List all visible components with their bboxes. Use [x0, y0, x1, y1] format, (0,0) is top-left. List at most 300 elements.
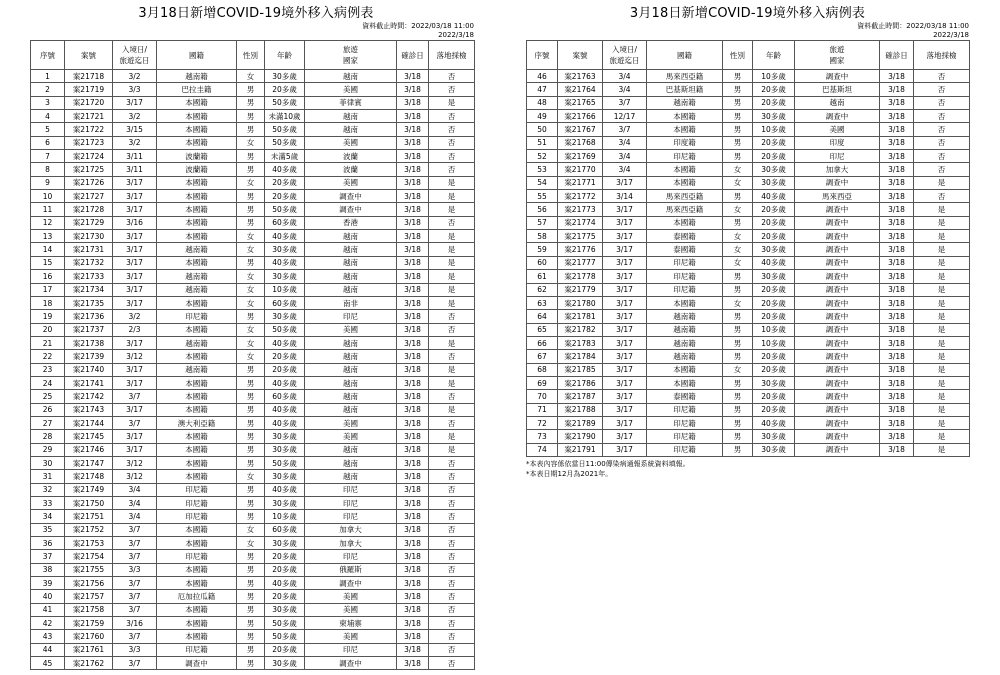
- sex-cell: 男: [723, 136, 753, 149]
- travel-country-cell: 越南: [305, 270, 397, 283]
- case-id-cell: 案21736: [65, 310, 113, 323]
- entry-date-cell: 3/17: [113, 270, 157, 283]
- landing-test-cell: 是: [429, 243, 475, 256]
- table-row: [31, 110, 475, 123]
- landing-test-cell: 是: [429, 256, 475, 269]
- confirm-date-cell: 3/18: [397, 363, 429, 376]
- entry-date-cell: 3/11: [113, 150, 157, 163]
- confirm-date-cell: 3/18: [397, 270, 429, 283]
- landing-test-cell: 是: [429, 270, 475, 283]
- seq-cell: 55: [527, 190, 558, 203]
- travel-country-cell: 柬埔寨: [305, 617, 397, 630]
- nationality-cell: 印尼籍: [647, 443, 723, 456]
- case-id-cell: 案21739: [65, 350, 113, 363]
- travel-country-cell: 美國: [795, 123, 880, 136]
- age-cell: 20多歲: [753, 283, 795, 296]
- table-row: [527, 310, 970, 323]
- seq-cell: 37: [31, 550, 65, 563]
- nationality-cell: 印尼籍: [157, 550, 237, 563]
- confirm-date-cell: 3/18: [880, 296, 914, 309]
- seq-cell: 8: [31, 163, 65, 176]
- age-cell: 50多歲: [265, 96, 305, 109]
- seq-cell: 53: [527, 163, 558, 176]
- case-id-cell: 案21719: [65, 83, 113, 96]
- travel-country-cell: 美國: [305, 603, 397, 616]
- travel-country-cell: 越南: [305, 256, 397, 269]
- sex-cell: 男: [723, 336, 753, 349]
- entry-date-cell: 3/7: [113, 390, 157, 403]
- case-id-cell: 案21768: [558, 136, 603, 149]
- table-row: [527, 136, 970, 149]
- travel-country-cell: 美國: [305, 83, 397, 96]
- table-header-row: [527, 41, 970, 70]
- case-id-cell: 案21729: [65, 216, 113, 229]
- table-row: [31, 523, 475, 536]
- sex-cell: 男: [237, 390, 265, 403]
- entry-date-cell: 3/7: [603, 123, 647, 136]
- nationality-cell: 本國籍: [157, 123, 237, 136]
- age-cell: 30多歲: [265, 310, 305, 323]
- entry-date-cell: 3/2: [113, 136, 157, 149]
- landing-test-cell: 是: [914, 270, 970, 283]
- confirm-date-cell: 3/18: [880, 283, 914, 296]
- seq-cell: 23: [31, 363, 65, 376]
- confirm-date-cell: 3/18: [397, 603, 429, 616]
- nationality-cell: 馬來西亞籍: [647, 190, 723, 203]
- confirm-date-cell: 3/18: [397, 70, 429, 83]
- age-cell: 50多歲: [265, 203, 305, 216]
- nationality-cell: 馬來西亞籍: [647, 70, 723, 83]
- sex-cell: 女: [237, 243, 265, 256]
- entry-date-cell: 3/4: [113, 483, 157, 496]
- age-cell: 20多歲: [265, 363, 305, 376]
- entry-date-cell: 3/17: [113, 243, 157, 256]
- confirm-date-cell: 3/18: [397, 376, 429, 389]
- landing-test-cell: 否: [429, 110, 475, 123]
- confirm-date-cell: 3/18: [397, 296, 429, 309]
- landing-test-cell: 是: [429, 96, 475, 109]
- entry-date-cell: 3/16: [113, 216, 157, 229]
- table-row: [31, 630, 475, 643]
- confirm-date-cell: 3/18: [397, 470, 429, 483]
- landing-test-cell: 否: [429, 523, 475, 536]
- table-row: [527, 323, 970, 336]
- seq-cell: 69: [527, 376, 558, 389]
- confirm-date-cell: 3/18: [880, 150, 914, 163]
- table-row: [31, 296, 475, 309]
- entry-date-cell: 3/17: [603, 376, 647, 389]
- entry-date-cell: 3/16: [113, 617, 157, 630]
- seq-cell: 34: [31, 510, 65, 523]
- case-id-cell: 案21725: [65, 163, 113, 176]
- nationality-cell: 波蘭籍: [157, 163, 237, 176]
- entry-date-cell: 3/17: [603, 256, 647, 269]
- sex-cell: 男: [723, 323, 753, 336]
- travel-country-cell: 調查中: [795, 256, 880, 269]
- sex-cell: 男: [723, 283, 753, 296]
- sex-cell: 男: [237, 443, 265, 456]
- entry-date-cell: 3/17: [603, 270, 647, 283]
- entry-date-cell: 3/7: [603, 96, 647, 109]
- entry-date-cell: 3/17: [603, 336, 647, 349]
- seq-cell: 46: [527, 70, 558, 83]
- sex-cell: 男: [237, 83, 265, 96]
- seq-cell: 9: [31, 176, 65, 189]
- sex-cell: 男: [723, 350, 753, 363]
- landing-test-cell: 是: [914, 203, 970, 216]
- seq-cell: 15: [31, 256, 65, 269]
- age-cell: 10多歲: [753, 70, 795, 83]
- confirm-date-cell: 3/18: [397, 563, 429, 576]
- table-row: [527, 363, 970, 376]
- column-header: 旅遊 國家: [795, 41, 880, 70]
- seq-cell: 36: [31, 537, 65, 550]
- landing-test-cell: 否: [914, 150, 970, 163]
- travel-country-cell: 美國: [305, 590, 397, 603]
- travel-country-cell: 印尼: [795, 150, 880, 163]
- entry-date-cell: 3/3: [113, 643, 157, 656]
- column-header: 性別: [237, 41, 265, 70]
- entry-date-cell: 3/17: [603, 283, 647, 296]
- nationality-cell: 越南籍: [157, 243, 237, 256]
- right-panel: [526, 0, 969, 479]
- table-row: [31, 376, 475, 389]
- entry-date-cell: 3/17: [113, 230, 157, 243]
- confirm-date-cell: 3/18: [880, 110, 914, 123]
- table-row: [527, 416, 970, 429]
- column-header: 落地採檢: [429, 41, 475, 70]
- case-id-cell: 案21731: [65, 243, 113, 256]
- report-date: 2022/3/18: [438, 31, 474, 39]
- case-id-cell: 案21752: [65, 523, 113, 536]
- seq-cell: 50: [527, 123, 558, 136]
- travel-country-cell: 香港: [305, 216, 397, 229]
- travel-country-cell: 調查中: [795, 350, 880, 363]
- travel-country-cell: 調查中: [795, 390, 880, 403]
- table-row: [31, 230, 475, 243]
- landing-test-cell: 否: [429, 563, 475, 576]
- seq-cell: 57: [527, 216, 558, 229]
- seq-cell: 29: [31, 443, 65, 456]
- landing-test-cell: 否: [914, 163, 970, 176]
- nationality-cell: 澳大利亞籍: [157, 416, 237, 429]
- travel-country-cell: 調查中: [795, 270, 880, 283]
- case-id-cell: 案21762: [65, 657, 113, 670]
- sex-cell: 男: [237, 256, 265, 269]
- case-id-cell: 案21744: [65, 416, 113, 429]
- seq-cell: 48: [527, 96, 558, 109]
- entry-date-cell: 12/17: [603, 110, 647, 123]
- case-id-cell: 案21754: [65, 550, 113, 563]
- nationality-cell: 印尼籍: [647, 430, 723, 443]
- confirm-date-cell: 3/18: [880, 190, 914, 203]
- sex-cell: 女: [723, 256, 753, 269]
- confirm-date-cell: 3/18: [397, 203, 429, 216]
- entry-date-cell: 3/17: [603, 216, 647, 229]
- entry-date-cell: 3/7: [113, 657, 157, 670]
- confirm-date-cell: 3/18: [397, 430, 429, 443]
- sex-cell: 男: [237, 190, 265, 203]
- report-date: 2022/3/18: [933, 31, 969, 39]
- seq-cell: 60: [527, 256, 558, 269]
- nationality-cell: 本國籍: [157, 96, 237, 109]
- table-row: [527, 430, 970, 443]
- case-id-cell: 案21722: [65, 123, 113, 136]
- travel-country-cell: 越南: [305, 443, 397, 456]
- age-cell: 30多歲: [753, 270, 795, 283]
- age-cell: 40多歲: [265, 403, 305, 416]
- seq-cell: 3: [31, 96, 65, 109]
- table-row: [31, 603, 475, 616]
- landing-test-cell: 否: [429, 163, 475, 176]
- seq-cell: 30: [31, 456, 65, 469]
- nationality-cell: 越南籍: [647, 310, 723, 323]
- seq-cell: 2: [31, 83, 65, 96]
- age-cell: 30多歲: [753, 110, 795, 123]
- case-id-cell: 案21769: [558, 150, 603, 163]
- column-header: 入境日/ 旅遊迄日: [603, 41, 647, 70]
- entry-date-cell: 3/17: [603, 203, 647, 216]
- case-id-cell: 案21740: [65, 363, 113, 376]
- nationality-cell: 越南籍: [647, 350, 723, 363]
- nationality-cell: 本國籍: [157, 176, 237, 189]
- sex-cell: 女: [237, 350, 265, 363]
- age-cell: 30多歲: [265, 603, 305, 616]
- nationality-cell: 本國籍: [157, 537, 237, 550]
- landing-test-cell: 是: [429, 403, 475, 416]
- travel-country-cell: 加拿大: [305, 537, 397, 550]
- nationality-cell: 本國籍: [157, 403, 237, 416]
- travel-country-cell: 印尼: [305, 550, 397, 563]
- age-cell: 60多歲: [265, 390, 305, 403]
- seq-cell: 51: [527, 136, 558, 149]
- nationality-cell: 印尼籍: [157, 497, 237, 510]
- confirm-date-cell: 3/18: [397, 537, 429, 550]
- confirm-date-cell: 3/18: [397, 350, 429, 363]
- sex-cell: 男: [723, 216, 753, 229]
- age-cell: 40多歲: [265, 483, 305, 496]
- table-row: [31, 256, 475, 269]
- entry-date-cell: 3/7: [113, 577, 157, 590]
- meta-info: [30, 22, 474, 40]
- confirm-date-cell: 3/18: [880, 310, 914, 323]
- age-cell: 20多歲: [265, 176, 305, 189]
- travel-country-cell: 俄羅斯: [305, 563, 397, 576]
- case-id-cell: 案21747: [65, 456, 113, 469]
- seq-cell: 13: [31, 230, 65, 243]
- entry-date-cell: 3/4: [113, 497, 157, 510]
- seq-cell: 28: [31, 430, 65, 443]
- travel-country-cell: 巴基斯坦: [795, 83, 880, 96]
- age-cell: 20多歲: [753, 230, 795, 243]
- table-row: [31, 617, 475, 630]
- age-cell: 50多歲: [265, 617, 305, 630]
- landing-test-cell: 是: [429, 283, 475, 296]
- age-cell: 30多歲: [265, 243, 305, 256]
- nationality-cell: 本國籍: [157, 523, 237, 536]
- table-row: [31, 403, 475, 416]
- nationality-cell: 泰國籍: [647, 243, 723, 256]
- age-cell: 30多歲: [265, 430, 305, 443]
- age-cell: 10多歲: [265, 510, 305, 523]
- nationality-cell: 泰國籍: [647, 230, 723, 243]
- sex-cell: 男: [723, 310, 753, 323]
- landing-test-cell: 否: [429, 590, 475, 603]
- nationality-cell: 本國籍: [157, 390, 237, 403]
- confirm-date-cell: 3/18: [397, 150, 429, 163]
- entry-date-cell: 3/17: [113, 443, 157, 456]
- age-cell: 40多歲: [265, 376, 305, 389]
- case-id-cell: 案21741: [65, 376, 113, 389]
- case-id-cell: 案21774: [558, 216, 603, 229]
- age-cell: 40多歲: [265, 416, 305, 429]
- table-row: [527, 390, 970, 403]
- seq-cell: 22: [31, 350, 65, 363]
- entry-date-cell: 3/17: [113, 403, 157, 416]
- travel-country-cell: 調查中: [305, 657, 397, 670]
- nationality-cell: 本國籍: [157, 323, 237, 336]
- entry-date-cell: 3/11: [113, 163, 157, 176]
- entry-date-cell: 3/17: [603, 230, 647, 243]
- travel-country-cell: 調查中: [795, 110, 880, 123]
- table-row: [527, 70, 970, 83]
- seq-cell: 44: [31, 643, 65, 656]
- age-cell: 40多歲: [753, 416, 795, 429]
- sex-cell: 男: [237, 216, 265, 229]
- confirm-date-cell: 3/18: [880, 136, 914, 149]
- age-cell: 20多歲: [265, 643, 305, 656]
- case-id-cell: 案21782: [558, 323, 603, 336]
- table-row: [31, 270, 475, 283]
- sex-cell: 男: [237, 497, 265, 510]
- nationality-cell: 本國籍: [157, 350, 237, 363]
- case-id-cell: 案21723: [65, 136, 113, 149]
- sex-cell: 女: [723, 243, 753, 256]
- case-id-cell: 案21780: [558, 296, 603, 309]
- case-id-cell: 案21770: [558, 163, 603, 176]
- landing-test-cell: 否: [429, 550, 475, 563]
- sex-cell: 男: [237, 123, 265, 136]
- table-row: [527, 270, 970, 283]
- age-cell: 40多歲: [265, 163, 305, 176]
- seq-cell: 5: [31, 123, 65, 136]
- landing-test-cell: 是: [914, 430, 970, 443]
- entry-date-cell: 3/12: [113, 350, 157, 363]
- table-row: [527, 350, 970, 363]
- age-cell: 30多歲: [753, 163, 795, 176]
- table-body: [527, 70, 970, 457]
- sex-cell: 男: [723, 110, 753, 123]
- seq-cell: 56: [527, 203, 558, 216]
- confirm-date-cell: 3/18: [397, 443, 429, 456]
- seq-cell: 14: [31, 243, 65, 256]
- travel-country-cell: 調查中: [795, 203, 880, 216]
- seq-cell: 11: [31, 203, 65, 216]
- confirm-date-cell: 3/18: [397, 323, 429, 336]
- sex-cell: 女: [237, 283, 265, 296]
- travel-country-cell: 印尼: [305, 643, 397, 656]
- travel-country-cell: 波蘭: [305, 163, 397, 176]
- travel-country-cell: 美國: [305, 176, 397, 189]
- table-row: [31, 70, 475, 83]
- age-cell: 40多歲: [265, 256, 305, 269]
- confirm-date-cell: 3/18: [880, 363, 914, 376]
- landing-test-cell: 是: [914, 216, 970, 229]
- table-row: [31, 176, 475, 189]
- age-cell: 20多歲: [753, 216, 795, 229]
- age-cell: 20多歲: [265, 563, 305, 576]
- sex-cell: 女: [237, 176, 265, 189]
- table-row: [31, 577, 475, 590]
- table-row: [31, 96, 475, 109]
- seq-cell: 61: [527, 270, 558, 283]
- landing-test-cell: 否: [914, 70, 970, 83]
- entry-date-cell: 3/7: [113, 537, 157, 550]
- sex-cell: 男: [723, 83, 753, 96]
- seq-cell: 67: [527, 350, 558, 363]
- landing-test-cell: 否: [914, 123, 970, 136]
- nationality-cell: 本國籍: [157, 563, 237, 576]
- nationality-cell: 越南籍: [647, 323, 723, 336]
- age-cell: 60多歲: [265, 523, 305, 536]
- case-id-cell: 案21785: [558, 363, 603, 376]
- case-id-cell: 案21788: [558, 403, 603, 416]
- nationality-cell: 泰國籍: [647, 390, 723, 403]
- age-cell: 30多歲: [265, 443, 305, 456]
- travel-country-cell: 南非: [305, 296, 397, 309]
- landing-test-cell: 是: [914, 176, 970, 189]
- entry-date-cell: 3/17: [603, 350, 647, 363]
- age-cell: 50多歲: [265, 456, 305, 469]
- travel-country-cell: 印尼: [305, 483, 397, 496]
- case-id-cell: 案21773: [558, 203, 603, 216]
- nationality-cell: 本國籍: [647, 296, 723, 309]
- entry-date-cell: 3/12: [113, 456, 157, 469]
- travel-country-cell: 加拿大: [305, 523, 397, 536]
- travel-country-cell: 越南: [305, 230, 397, 243]
- table-row: [527, 296, 970, 309]
- seq-cell: 64: [527, 310, 558, 323]
- column-header: 國籍: [647, 41, 723, 70]
- age-cell: 20多歲: [753, 96, 795, 109]
- entry-date-cell: 3/4: [603, 136, 647, 149]
- landing-test-cell: 否: [429, 643, 475, 656]
- nationality-cell: 本國籍: [647, 110, 723, 123]
- sex-cell: 男: [237, 617, 265, 630]
- case-id-cell: 案21764: [558, 83, 603, 96]
- table-row: [31, 470, 475, 483]
- sex-cell: 男: [237, 363, 265, 376]
- sex-cell: 男: [723, 443, 753, 456]
- table-row: [527, 283, 970, 296]
- entry-date-cell: 3/15: [113, 123, 157, 136]
- sex-cell: 男: [237, 163, 265, 176]
- confirm-date-cell: 3/18: [397, 403, 429, 416]
- table-row: [31, 203, 475, 216]
- travel-country-cell: 調查中: [305, 190, 397, 203]
- case-id-cell: 案21781: [558, 310, 603, 323]
- sex-cell: 女: [237, 323, 265, 336]
- case-id-cell: 案21742: [65, 390, 113, 403]
- table-row: [527, 110, 970, 123]
- seq-cell: 4: [31, 110, 65, 123]
- table-row: [31, 537, 475, 550]
- confirm-date-cell: 3/18: [880, 390, 914, 403]
- entry-date-cell: 3/2: [113, 110, 157, 123]
- case-id-cell: 案21727: [65, 190, 113, 203]
- case-id-cell: 案21777: [558, 256, 603, 269]
- confirm-date-cell: 3/18: [397, 283, 429, 296]
